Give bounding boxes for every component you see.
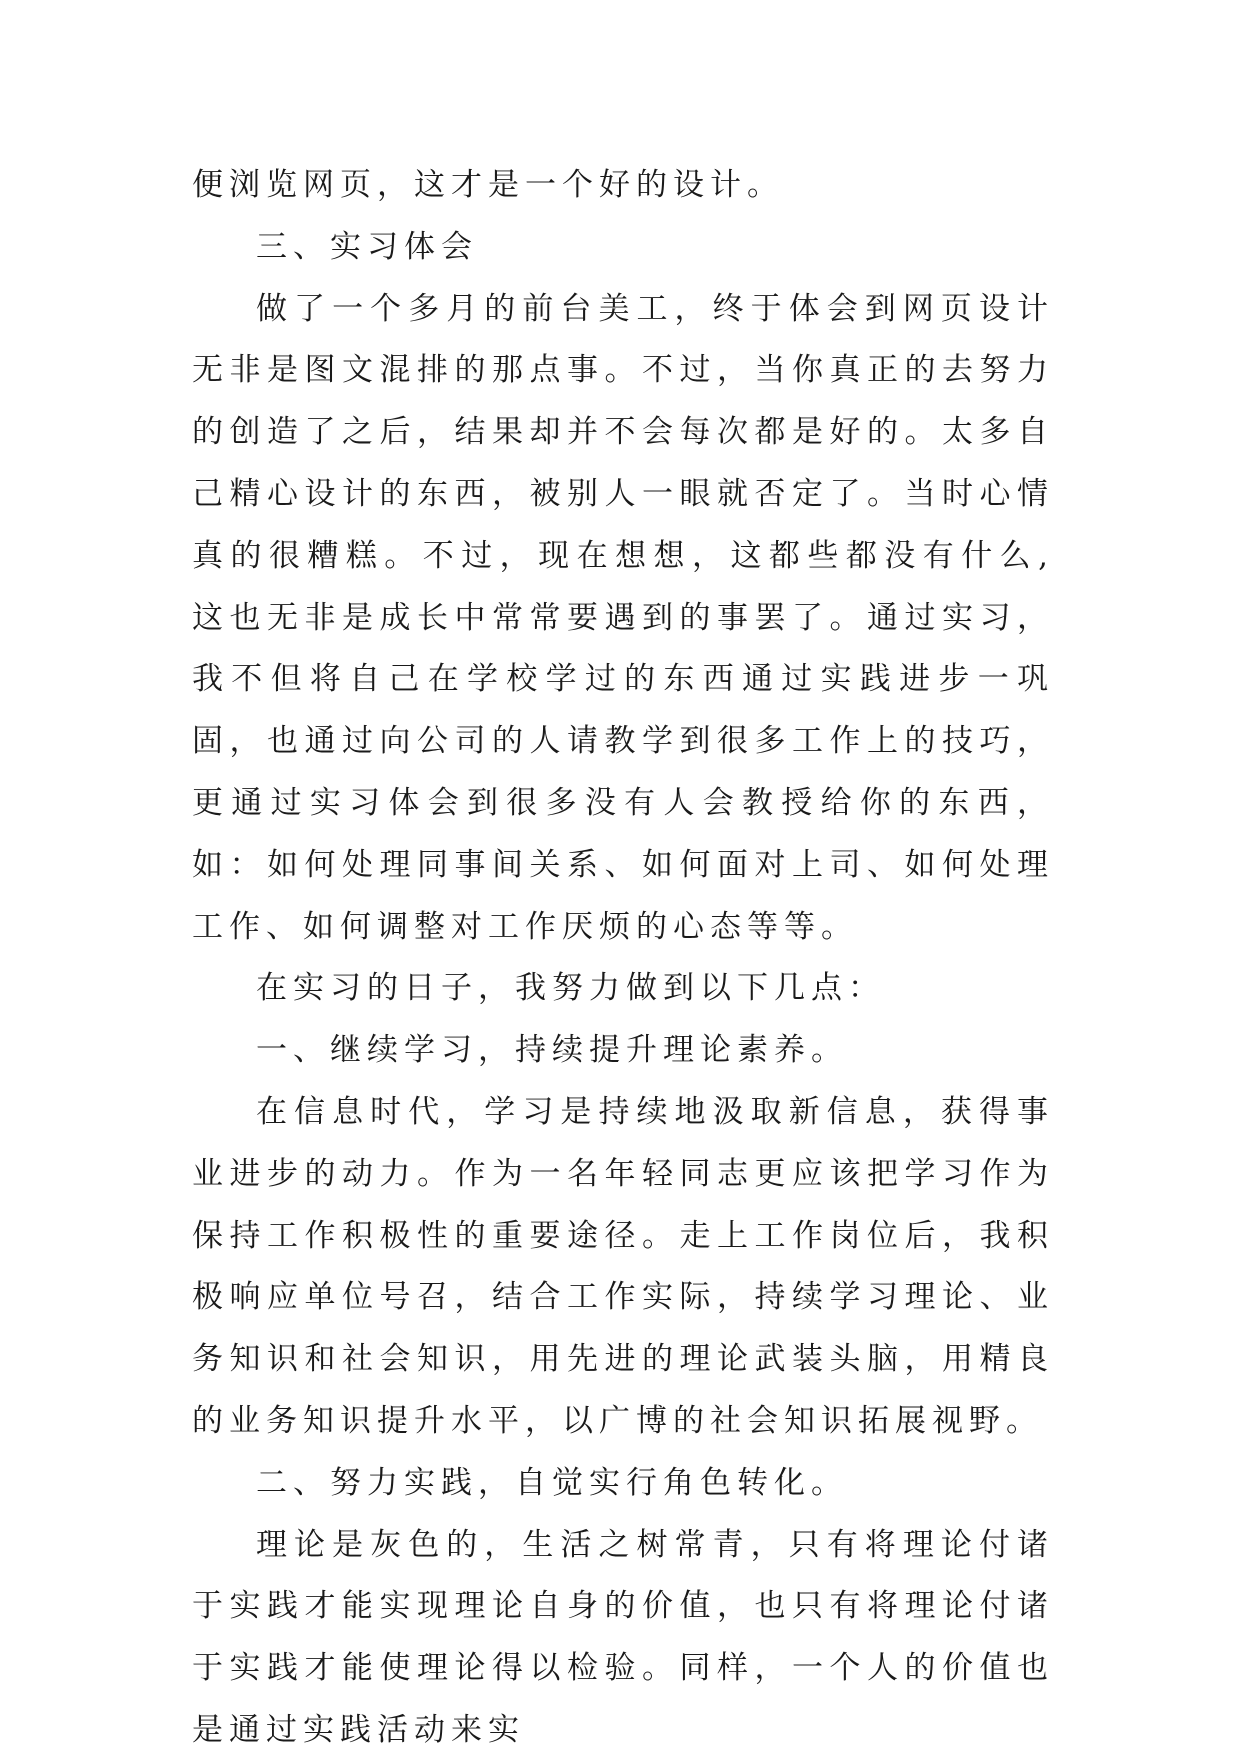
paragraph: 在实习的日子，我努力做到以下几点： bbox=[256, 970, 885, 1007]
section-heading: 二、努力实践，自觉实行角色转化。 bbox=[256, 1464, 848, 1501]
paragraph: 在信息时代，学习是持续地汲取新信息，获得事业进步的动力。作为一名年轻同志更应该把学习作为保持工作积极性的重要途径。走上工作岗位后，我积极响应单位号召，结合工作实际，持续学习理论、业务知识和社会知识，用先进的理论武装头脑，用精良的业务知识提升水平，以广博的社会知识拓展视野。 bbox=[192, 1093, 1054, 1439]
section-heading: 三、实习体会 bbox=[256, 228, 478, 265]
section-heading: 一、继续学习，持续提升理论素养。 bbox=[256, 1032, 848, 1069]
document-body bbox=[192, 155, 1054, 1762]
paragraph: 理论是灰色的，生活之树常青，只有将理论付诸于实践才能实现理论自身的价值，也只有将理论付诸于实践才能使理论得以检验。同样，一个人的价值也是通过实践活动来实 bbox=[192, 1526, 1054, 1748]
paragraph: 做了一个多月的前台美工，终于体会到网页设计无非是图文混排的那点事。不过，当你真正的去努力的创造了之后，结果却并不会每次都是好的。太多自己精心设计的东西，被别人一眼就否定了。当时心情真的很糟糕。不过，现在想想，这都些都没有什么,这也无非是成长中常常要遇到的事罢了。通过实习，我不但将自己在学校学过的东西通过实践进步一巩固，也通过向公司的人请教学到很多工作上的技巧，更通过实习体会到很多没有人会教授给你的东西，如：如何处理同事间关系、如何面对上司、如何处理工作、如何调整对工作厌烦的心态等等。 bbox=[192, 290, 1054, 945]
paragraph: 便浏览网页，这才是一个好的设计。 bbox=[192, 167, 784, 203]
